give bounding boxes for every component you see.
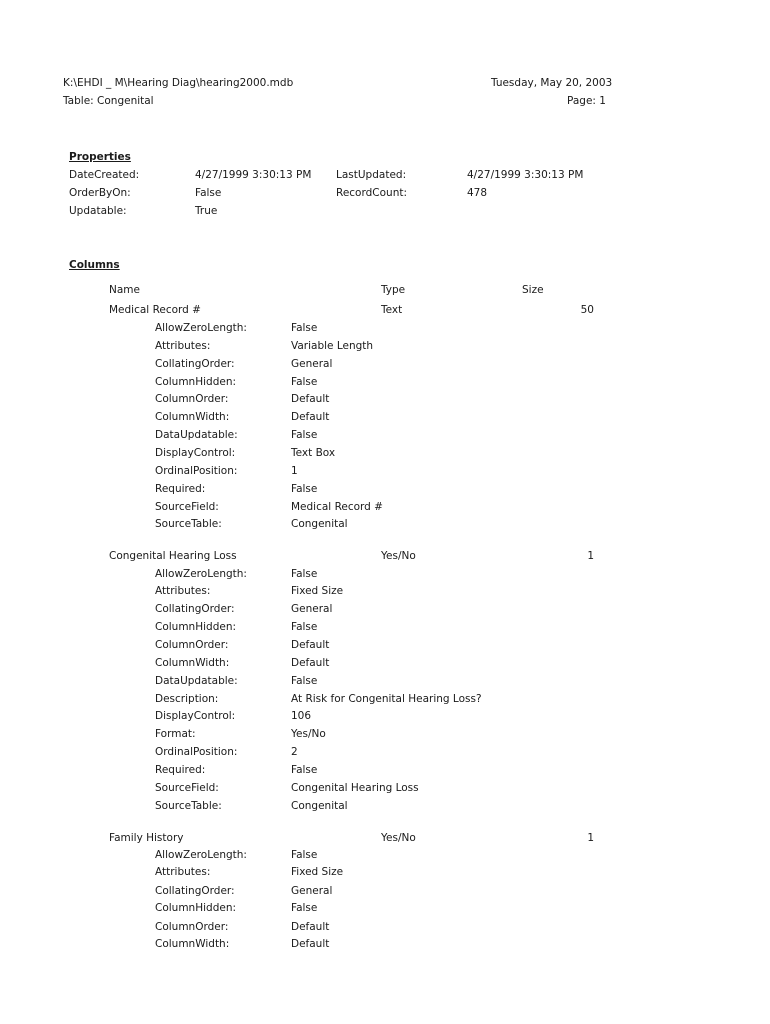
column-type: Yes/No <box>381 550 416 562</box>
attribute-value: Text Box <box>291 447 336 459</box>
attribute-value: At Risk for Congenital Hearing Loss? <box>291 693 482 705</box>
attribute-value: False <box>291 849 318 861</box>
attribute-name: OrdinalPosition: <box>155 465 238 477</box>
property-value: 4/27/1999 3:30:13 PM <box>467 169 584 181</box>
attribute-name: Format: <box>155 728 196 740</box>
attribute-name: OrdinalPosition: <box>155 746 238 758</box>
attribute-name: ColumnHidden: <box>155 621 237 633</box>
column-type: Text <box>381 304 403 316</box>
attribute-value: General <box>291 603 333 615</box>
attribute-value: False <box>291 483 318 495</box>
attribute-value: Yes/No <box>291 728 326 740</box>
property-value: 4/27/1999 3:30:13 PM <box>195 169 312 181</box>
column-name: Medical Record # <box>109 304 201 316</box>
attribute-name: ColumnHidden: <box>155 902 237 914</box>
attribute-name: CollatingOrder: <box>155 358 235 370</box>
attribute-name: Attributes: <box>155 585 211 597</box>
property-label: RecordCount: <box>336 187 407 199</box>
property-label: OrderByOn: <box>69 187 131 199</box>
attribute-name: SourceField: <box>155 501 219 513</box>
attribute-value: False <box>291 764 318 776</box>
attribute-name: AllowZeroLength: <box>155 322 247 334</box>
attribute-value: 1 <box>291 465 298 477</box>
attribute-name: SourceTable: <box>155 800 222 812</box>
attribute-name: ColumnOrder: <box>155 921 229 933</box>
attribute-name: CollatingOrder: <box>155 885 235 897</box>
property-value: True <box>195 205 218 217</box>
attribute-name: SourceField: <box>155 782 219 794</box>
attribute-name: ColumnWidth: <box>155 657 230 669</box>
column-size: 1 <box>587 550 594 562</box>
property-label: Updatable: <box>69 205 127 217</box>
attribute-value: Congenital <box>291 518 348 530</box>
attribute-value: Default <box>291 393 330 405</box>
attribute-name: Description: <box>155 693 219 705</box>
attribute-name: CollatingOrder: <box>155 603 235 615</box>
column-header-type: Type <box>381 284 406 296</box>
attribute-name: DisplayControl: <box>155 447 236 459</box>
attribute-name: DataUpdatable: <box>155 429 238 441</box>
attribute-name: AllowZeroLength: <box>155 849 247 861</box>
column-type: Yes/No <box>381 832 416 844</box>
attribute-name: SourceTable: <box>155 518 222 530</box>
property-label: DateCreated: <box>69 169 140 181</box>
attribute-value: 2 <box>291 746 298 758</box>
report-date: Tuesday, May 20, 2003 <box>491 77 613 89</box>
property-label: LastUpdated: <box>336 169 407 181</box>
column-header-name: Name <box>109 284 140 296</box>
attribute-name: Attributes: <box>155 340 211 352</box>
attribute-name: ColumnHidden: <box>155 376 237 388</box>
column-name: Family History <box>109 832 184 844</box>
attribute-name: ColumnWidth: <box>155 938 230 950</box>
attribute-value: 106 <box>291 710 312 722</box>
properties-title: Properties <box>69 151 131 163</box>
attribute-name: ColumnOrder: <box>155 393 229 405</box>
attribute-value: False <box>291 568 318 580</box>
attribute-value: Default <box>291 657 330 669</box>
attribute-name: ColumnOrder: <box>155 639 229 651</box>
columns-title: Columns <box>69 259 120 271</box>
attribute-value: Fixed Size <box>291 866 344 878</box>
attribute-name: DataUpdatable: <box>155 675 238 687</box>
attribute-name: Required: <box>155 483 206 495</box>
attribute-value: False <box>291 322 318 334</box>
column-name: Congenital Hearing Loss <box>109 550 237 562</box>
attribute-value: Variable Length <box>291 340 374 352</box>
column-header-size: Size <box>522 284 544 296</box>
attribute-value: General <box>291 885 333 897</box>
attribute-value: Congenital <box>291 800 348 812</box>
attribute-value: False <box>291 902 318 914</box>
attribute-name: DisplayControl: <box>155 710 236 722</box>
attribute-value: Default <box>291 921 330 933</box>
attribute-value: General <box>291 358 333 370</box>
column-size: 50 <box>580 304 594 316</box>
property-value: False <box>195 187 222 199</box>
attribute-value: Fixed Size <box>291 585 344 597</box>
attribute-value: Congenital Hearing Loss <box>291 782 419 794</box>
attribute-value: Default <box>291 639 330 651</box>
file-path: K:\EHDI _ M\Hearing Diag\hearing2000.mdb <box>63 77 294 89</box>
attribute-value: False <box>291 621 318 633</box>
attribute-name: ColumnWidth: <box>155 411 230 423</box>
attribute-name: AllowZeroLength: <box>155 568 247 580</box>
attribute-name: Attributes: <box>155 866 211 878</box>
attribute-value: False <box>291 376 318 388</box>
page-label: Page: 1 <box>567 95 606 107</box>
column-size: 1 <box>587 832 594 844</box>
attribute-value: Default <box>291 938 330 950</box>
attribute-value: False <box>291 675 318 687</box>
property-value: 478 <box>467 187 488 199</box>
attribute-value: Default <box>291 411 330 423</box>
table-label: Table: Congenital <box>63 95 154 107</box>
attribute-name: Required: <box>155 764 206 776</box>
attribute-value: Medical Record # <box>291 501 383 513</box>
attribute-value: False <box>291 429 318 441</box>
